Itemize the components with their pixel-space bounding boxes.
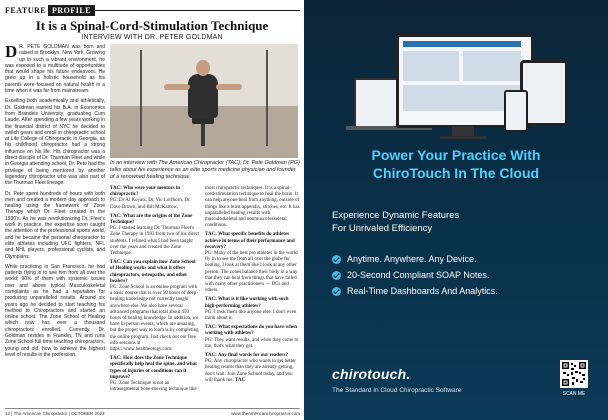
photo-cable [266,50,268,146]
end-mark: TAC [235,377,246,383]
question: TAC: What is it like working with such high-performing athletes? [205,297,289,309]
phone-icon [504,90,528,132]
photo-caption: In an interview with The American Chiropractor (TAC), Dr. Pete Goldman (PG) talks about his experience as an elite sports medicine physician and founder of a renowned healing technique. [110,160,300,180]
feature-label: FEATURE [5,6,47,15]
question: TAC: What are the origins of the Zone Technique? [110,213,193,226]
feature-text: Real-Time Dashboards And Analytics. [347,286,498,296]
brand-tagline: The Standard In Cloud Chiropractic Software [332,387,462,394]
left-column [5,44,105,362]
paragraph: Excelling both academically and athletically, Dr. Goldman earned his B.A. in Economics from Brandeis University, graduating Cum Laude. After spending a few years working in the financial district of NYC he decided to switch gears and enroll in chiropractic school at Life College of Chiropractic in Georgia, as his childhood chiropractor had a strong influence on his life. His chiropractor was a direct disciple of Dr. Thurman Fleet and while in Georgia attending school, Dr. Pete had the privilege of being mentored by another legendary chiropractor who was also part of the Thurman Fleet lineage. [5,98,105,187]
footer-folio: 12 | The American Chiropractor | OCTOBER 2023 [5,411,105,416]
paragraph: Dr. Pete spent hundreds of hours with both men and created a modern day approach to healing using the framework of Zone Therapy which Dr. Fleet created in the 1930's. As he was revolutionizing Dr. Fleet's work in practice, the expertise soon caught the attention of the professional sports world, and he became the personal chiropractor to elite athletes including UFC fighters, NFL and NHL players, professional cyclists, and Olympians. [5,190,105,260]
drop-cap: D [5,42,18,61]
question: TAC: What expectations do you have when working with athletes? [205,325,298,337]
feature-item [332,251,498,267]
screen-panel [403,51,459,81]
middle-column [110,186,200,397]
qa-block [205,232,300,294]
page-footer [5,408,300,416]
feature-item [332,283,498,299]
chirotouch-advertisement [304,0,608,420]
qa-block [110,260,200,353]
answer: PG: I started learning Dr. Thurman Fleet's Zone Therapy in 1993 from two of his direct students. I refined what I had been taught over the years and created the Zone Technique. [110,226,200,257]
photo-arm [216,84,242,90]
photo-seat-leg [201,124,205,146]
brand-logo: chirotouch. [332,366,411,382]
right-column [205,186,300,387]
article-subtitle: INTERVIEW WITH DR. PETER GOLDMAN [81,34,223,41]
feature-text: Anytime. Anywhere. Any Device. [347,254,477,264]
answer: PG: Zone School is an online program with a basic course that is over 50 hours of deep-healing knowledge not currently taught anywhere else. We also have several advanced programs that total about 450 hours of healing knowledge. In addition, we have in-person events, which are amazing, but the proper way to learn is by completing the online program. Just check out our free info sessions at https://www.healtheology.com/ [110,285,199,353]
answer: PG: Dr Al Koyats, Dr. Vic Lorfhorn, Dr. Dave Brown, and Bill McKarrow. [110,198,191,210]
answer: PG: Many of the best pro athletes in the world fly in to see me from all over the globe for healing. I look at them like I look at any other person. The zones balance their body in a way that they can heal from things that have failed with many other practitioners — DCs and others. [205,251,298,294]
photo-cable [140,50,142,146]
answer: most chiropractic techniques. It is a spinal-cord-stimulation technique to heal the brain. It can help anyone heal from anything, outside of things like a burst appendix, stitches, etc. It has unparalleled healing results with musculoskeletal and nonmusculoskeletal conditions. [205,186,300,229]
qa-block [205,353,300,384]
feature-item [332,267,498,283]
check-circle-icon [332,287,341,296]
intro-paragraph [5,44,105,94]
answer: PG: I treat them like anyone else. I don't even think about it. [205,309,297,322]
qa-block [110,186,200,211]
photo-person [188,74,218,118]
interview-photo [110,44,298,158]
photo-head [196,60,210,76]
monitor-base [440,136,486,139]
footer-url: www.theamericanchiropractor.com [231,411,300,416]
question: TAC: What specific benefits do athletes achieve in terms of their performance and recovery? [205,232,295,250]
question: TAC: How does the Zone Technique specifically help heal the spine, and what types of injuries or conditions can it improve? [110,356,197,380]
ad-sub-line: Experience Dynamic Features [332,210,460,221]
feature-list [332,251,498,299]
ad-headline [304,146,608,182]
devices-illustration [344,30,574,150]
qa-block [205,325,300,350]
monitor-stand [452,126,474,136]
question: TAC: Any final words for our readers? [205,353,288,359]
qa-block [205,297,300,322]
ad-headline-line: ChiroTouch In The Cloud [372,165,540,181]
paragraph-text: R. PETE GOLDMAN was born and raised in Brooklyn, New York. Growing up in such a vibrant environment, he was exposed to a multitude of opportunities that would shape his future endeavors. He grew up in a holistic household as his parents were focused on natural health in a time when it was far from mainstream. [5,44,105,95]
qa-block [110,356,200,393]
scan-me-label: SCAN ME [562,391,586,397]
check-circle-icon [332,271,341,280]
answer: PG: Zone Technique is not an intrasegmental bone-moving technique like [110,381,197,393]
ad-subheadline [332,209,459,235]
qr-code-icon[interactable] [560,360,588,388]
profile-label: PROFILE [48,5,95,16]
screen-bar [403,41,521,47]
question: TAC: Can you explain how Zone School of Healing works and what it offers chiropractors, osteopaths, and other healers? [110,260,196,284]
question: TAC: Who were your mentors in chiropractic? [110,186,181,198]
ad-sub-line: For Unrivaled Efficiency [332,223,433,234]
qa-block [110,214,200,257]
ad-headline-line: Power Your Practice With [371,147,541,163]
section-header [0,6,304,16]
paragraph: While practicing in San Francisco, he had patients flying in to see him from all over the world; 90% of them with systemic issues over and above typical Musculoskeletal complaints as he had a reputation for producing unparalleled results. Around six years ago he decided to start teaching his method to Chiropractors and started an online school. The Zone School of Healing which now has over a thousand chiropractors enrolled. Currently, Dr. Goldman resides in Franklin, TN and runs Zone School full time teaching chiropractors, young and old, how to achieve the highest level of results in the profession. [5,263,105,358]
feature-text: 20-Second Compliant SOAP Notes. [347,270,490,280]
answer: PG: They want results, and when they come to me, that's what they get. [205,337,299,349]
article-title: It is a Spinal-Cord-Stimulation Technique [35,18,269,33]
check-circle-icon [332,255,341,264]
photo-arm [164,84,190,90]
header-rule [88,10,300,11]
screen-panel [463,51,521,81]
answer: PG: Any chiropractor who wants to get better healing results than they are already getting, don't wait. Join Zone School today, and you will thank me. [205,359,296,383]
